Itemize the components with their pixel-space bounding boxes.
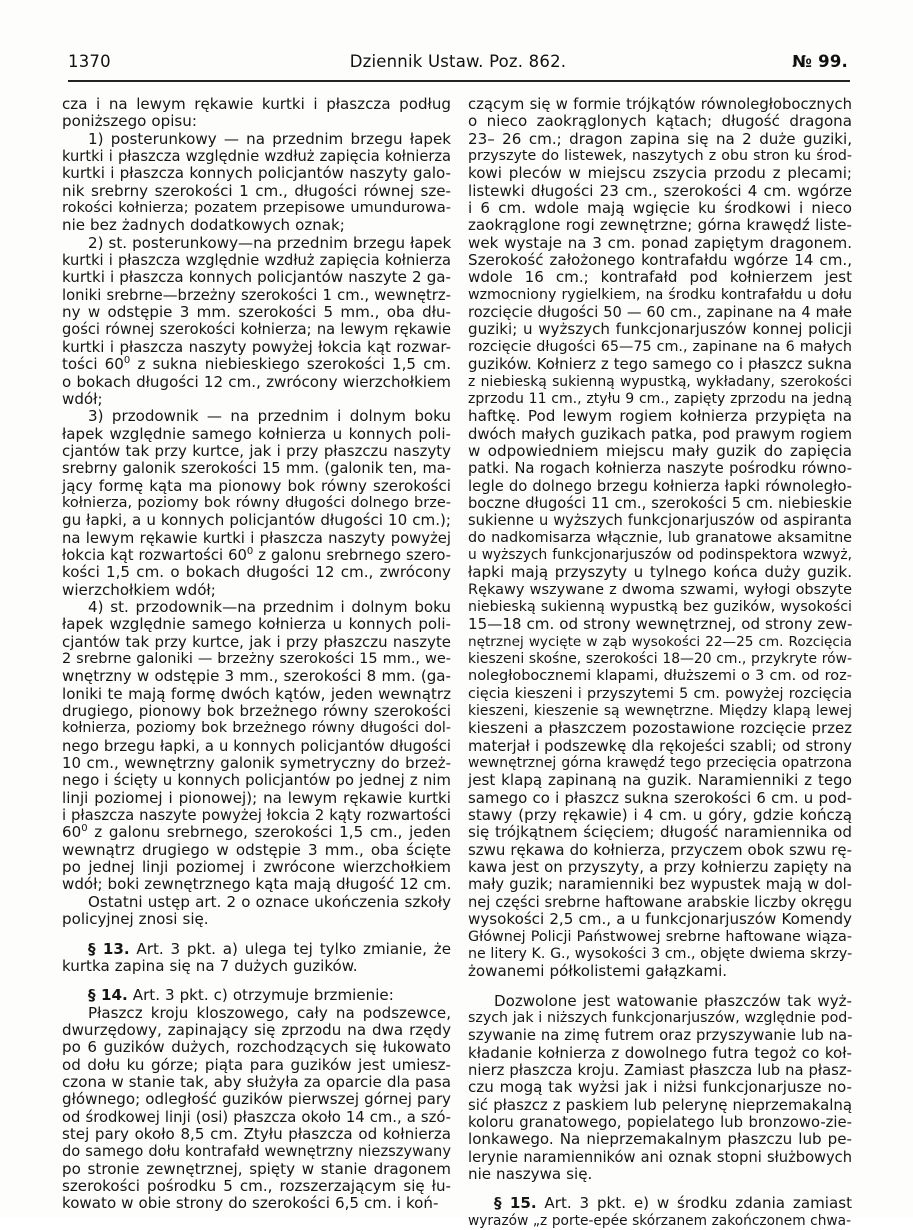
text-line: lonkawego. Na nieprzemakalnym płaszczu lub pe-	[468, 1130, 852, 1149]
text-line: 23– 26 cm.; dragon zapina się na 2 duże guziki,	[468, 129, 852, 148]
text-line: noległobocznemi klapami, dłuższemi o 3 cm. od roz-	[468, 668, 852, 685]
text-line: jący formę kąta ma pionowy bok równy szerokości	[62, 476, 451, 495]
text-line: cięcia kieszeni i przyszytemi 5 cm. powyżej rozcięcia	[468, 685, 852, 702]
text-line: przyszyte do listewek, naszytych z obu stron ku środ-	[468, 148, 852, 165]
text-line: guziki; u wyższych funkcjonarjuszów konnej policji	[468, 320, 852, 339]
text-line: kurtki i płaszcza względnie wzdłuż zapięcia kołnierza	[62, 148, 451, 166]
text-line: do nadkomisarza włącznie, lub granatowe aksamitne	[468, 529, 852, 546]
text-line: nie naszywa się.	[468, 1164, 593, 1183]
text-line: Szerokość założonego kontrafałdu wgórze 14 cm.,	[468, 251, 852, 270]
text-line: 4) st. przodownik—na przednim i dolnym boku	[88, 597, 451, 616]
text-line: 2 srebrne galoniki — brzeżny szerokości 15 mm., we-	[62, 651, 451, 667]
text-line: stawy (przy rękawie) i 4 cm. u góry, gdzie kończą	[468, 806, 852, 825]
text-line: legle do dolnego brzegu kołnierza łapki równoległo-	[468, 477, 852, 495]
text-line: wierzchołkiem wdół;	[62, 580, 216, 599]
text-line: § 14. Art. 3 pkt. c) otrzymuje brzmienie:	[88, 986, 394, 1005]
text-line: boczne długości 11 cm., szerokości 5 cm. niebieskie	[468, 494, 852, 512]
text-line: wysokości 2,5 cm., a u funkcjonarjuszów Komendy	[468, 910, 852, 929]
text-line: nej części srebrne haftowane arabskie liczby okręgu	[468, 893, 853, 911]
text-line: kawa jest on przyszyty, a przy kołnierzu zapięty na	[468, 858, 852, 877]
text-line: łapek względnie samego kołnierza u konnych poli-	[62, 424, 451, 443]
text-line: żowanemi półkolistemi gałązkami.	[468, 962, 728, 981]
text-line: 2) st. posterunkowy—na przednim brzegu łapek	[88, 233, 452, 252]
text-line: wdół; boki zewnętrznego kąta mają długość 12 cm.	[62, 875, 452, 894]
left-text-column	[62, 96, 451, 1213]
text-line: wdole 16 cm.; kontrafałd pod kołnierzem jest	[468, 268, 852, 287]
text-line: zprzodu 11 cm., ztyłu 9 cm., zapięty zprzodu na jedną	[468, 390, 852, 407]
text-line: kieszeni, kieszenie są wewnętrzne. Między klapą lewej	[468, 703, 852, 720]
text-line: łokcia kąt rozwartości $60^0$ z galonu srebrnego szero-	[62, 546, 451, 564]
text-line: łapek względnie samego kołnierza u konnych poli-	[62, 615, 451, 634]
text-line: $60^0$ z galonu srebrnego, szerokości 1,5 cm., jeden	[62, 823, 451, 842]
text-line: linji poziomej i pionowej); na lewym rękawie kurtki	[62, 788, 451, 807]
text-line: 10 cm., wewnętrzny galonik symetryczny do brzeż-	[62, 754, 451, 773]
text-line: od dołu ku górze; piąta para guzików jest umiesz-	[62, 1055, 451, 1074]
text-line: kładanie kołnierza z dowolnego futra tegoż co koł-	[468, 1043, 852, 1062]
issue-number: № 99.	[792, 52, 848, 71]
text-line: gości równej szerokości kołnierza; na lewym rękawie	[62, 321, 451, 339]
text-line: stej pary około 8,5 cm. Ztyłu płaszcza od kołnierza	[62, 1124, 451, 1143]
text-line: do samego dołu kontrafałd wewnętrzny niezszywany	[62, 1143, 451, 1161]
text-line: kurtki i płaszcza konnych policjantów naszyty galo-	[62, 164, 451, 183]
running-head	[68, 52, 848, 78]
text-line: od środkowej linji (osi) płaszcza około 14 cm., a szó-	[62, 1108, 451, 1126]
text-line: szywanie na zimę futrem oraz przyszywanie lub na-	[468, 1027, 853, 1045]
text-line: koloru granatowego, popielatego lub bronzowo-zie-	[468, 1113, 852, 1131]
text-line: mały guzik; naramienniki bez wypustek mają w dol-	[468, 876, 852, 894]
text-line: szerokości pośrodku 5 cm., rozszerzającym się łu-	[62, 1176, 451, 1195]
text-line: poniższego opisu:	[62, 112, 197, 131]
text-line: niebieską sukienną wypustką bez guzików, wysokości	[468, 598, 852, 615]
text-line: sukienne u wyższych funkcjonarjuszów od aspiranta	[468, 512, 852, 530]
text-line: po 6 guzików dużych, rozchodzących się łukowato	[62, 1038, 451, 1057]
text-line: wewnętrznej górna krawędź tego przecięcia opatrzona	[468, 755, 852, 772]
text-line: cjantów tak przy kurtce, jak i przy płaszczu naszyte	[62, 632, 451, 651]
text-line: kurtki i płaszcza względnie wzdłuż zapięcia kołnierza	[62, 252, 451, 270]
text-line: łapki mają przyszyty u tylnego końca duży guzik.	[468, 563, 852, 582]
text-line: z niebieską sukienną wypustką, wykładany, szerokości	[468, 373, 852, 390]
text-line: § 13. Art. 3 pkt. a) ulega tej tylko zmianie, że	[88, 939, 451, 958]
text-line: haftkę. Pod lewym rogiem kołnierza przypięta na	[468, 407, 852, 426]
text-line: nętrznej wycięte w ząb wysokości 22—25 cm. Rozcięcia	[468, 633, 852, 650]
text-line: wnętrzny w odstępie 3 mm., szerokości 8 mm. (ga-	[62, 667, 451, 686]
text-line: lerynie naramienników ani oznak stopni służbowych	[468, 1148, 852, 1166]
publication-title: Dziennik Ustaw. Poz. 862.	[349, 52, 567, 71]
text-line: srebrny galonik szerokości 15 mm. (galonik ten, ma-	[62, 460, 451, 478]
text-line: nierz płaszcza kroju. Zamiast płaszcza lub na płasz-	[468, 1061, 852, 1079]
text-line: szych jak i niższych funkcjonarjuszów, względnie pod-	[468, 1009, 853, 1026]
text-line: patki. Na rogach kołnierza naszyte pośrodku równo-	[468, 460, 852, 478]
text-line: sić płaszcz z paskiem lub pelerynę nieprzemakalną	[468, 1095, 852, 1114]
page-number: 1370	[68, 52, 111, 71]
text-line: o bokach długości 12 cm., zwrócony wierzchołkiem	[62, 372, 451, 391]
text-line: szwu rękawa do kołnierza, przyczem obok szwu rę-	[468, 840, 852, 859]
text-line: kości 1,5 cm. o bokach długości 12 cm., zwrócony	[62, 563, 451, 582]
text-line: kurtki i płaszcza naszyty powyżej łokcia kąt rozwar-	[62, 337, 451, 356]
right-text-column	[468, 96, 852, 1230]
text-line: drugiego, pionowy bok brzeżnego równy szerokości	[62, 702, 451, 721]
text-line: nie bez żadnych dodatkowych oznak;	[62, 216, 345, 235]
text-line: kieszeni skośne, szerokości 18—20 cm., przykryte rów-	[468, 651, 852, 667]
text-line: nego brzegu łapki, a u konnych policjantów długości	[62, 737, 451, 755]
text-line: kurtka zapina się na 7 dużych guzików.	[62, 956, 358, 975]
text-line: loniki srebrne—brzeżny szerokości 1 cm., wewnętrz-	[62, 286, 451, 304]
text-line: czu mogą tak wyżsi jak i niżsi funkcjonarjusze no-	[468, 1078, 852, 1097]
header-divider-rule	[68, 80, 850, 82]
text-line: rozcięcie długości 65—75 cm., zapinane na 6 małych	[468, 338, 852, 355]
text-line: dwurzędowy, zapinający się zprzodu na dwa rzędy	[62, 1020, 451, 1039]
text-line: w odpowiedniem miejscu mały guzik do zapięcia	[468, 441, 852, 460]
text-line: Rękawy wszywane z dwoma szwami, wyłogi obszyte	[468, 581, 852, 598]
text-line: gu łapki, a u konnych policjantów długości 10 cm.);	[62, 511, 451, 530]
text-line: dwóch małych guzikach patka, pod prawym rogiem	[468, 425, 852, 443]
text-line: kowato w obie strony do szerokości 6,5 cm. i koń-	[62, 1194, 439, 1213]
text-line: materjał i podszewkę dla rękojeści szabli; od strony	[468, 737, 852, 755]
text-line: 1) posterunkowy — na przednim brzegu łapek	[88, 129, 451, 148]
text-line: po stronie zewnętrznej, spięty w stanie dragonem	[62, 1159, 451, 1178]
text-line: listewki długości 23 cm., szerokości 4 cm. wgórze	[468, 181, 852, 200]
text-line: guzików. Kołnierz z tego samego co i płaszcz sukna	[468, 355, 852, 374]
text-line: ne litery K. G., wysokości 3 cm., objęte dwiema skrzy-	[468, 945, 853, 962]
text-line: czącym się w formie trójkątów równoległobocznych	[468, 96, 852, 113]
text-line: głównego; odległość guzików pierwszej górnej pary	[62, 1090, 451, 1109]
text-line: i płaszcza naszyte powyżej łokcia 2 kąty rozwartości	[62, 807, 451, 825]
text-line: § 15. Art. 3 pkt. e) w środku zdania zamiast	[494, 1194, 852, 1213]
text-line: wewnątrz drugiego w odstępie 3 mm., oba ścięte	[62, 840, 451, 859]
text-line: Płaszcz kroju kloszowego, cały na podszewce,	[88, 1003, 451, 1022]
text-line: po jednej linji poziomej i zwrócone wierzchołkiem	[62, 858, 451, 877]
text-line: kołnierza, poziomy bok równy długości dolnego brze-	[62, 494, 451, 511]
text-line: wyrazów „z porte-epée skórzanem zakończonem chwa-	[468, 1212, 852, 1229]
text-line: tości $60^0$ z sukna niebieskiego szerokości 1,5 cm.	[62, 355, 451, 374]
text-line: wek wystaje na 3 cm. ponad zapiętym dragonem.	[468, 233, 852, 252]
text-line: rozcięcie długości 50 — 60 cm., zapinane na 4 małe	[468, 304, 852, 322]
text-line: się trójkątnem ścięciem; długość naramiennika od	[468, 823, 852, 842]
text-line: o nieco zaokrąglonych kątach; długość dragona	[468, 112, 852, 131]
text-line: cjantów tak przy kurtce, jak i przy płaszczu naszyty	[62, 441, 451, 460]
text-line: policyjnej znosi się.	[62, 910, 209, 929]
text-line: 15—18 cm. od strony wewnętrznej, od strony zew-	[468, 615, 853, 634]
text-line: 3) przodownik — na przednim i dolnym boku	[88, 407, 451, 426]
text-line: Głównej Policji Państwowej srebrne haftowane wiąza-	[468, 928, 852, 945]
text-line: samego co i płaszcz sukna szerokości 6 cm. u pod-	[468, 788, 852, 807]
text-line: zaokrąglone rogi zewnętrzne; górna krawędź liste-	[468, 216, 852, 235]
text-line: ny w odstępie 3 mm. szerokości 5 mm., oba dłu-	[62, 303, 451, 322]
text-line: nego i ścięty u konnych policjantów po jednej z nim	[62, 771, 451, 790]
text-line: Ostatni ustęp art. 2 o oznace ukończenia szkoły	[88, 892, 451, 911]
text-line: kowi pleców w miejscu zszycia przodu z plecami;	[468, 164, 852, 183]
text-line: na lewym rękawie kurtki i płaszcza naszyty powyżej	[62, 529, 451, 547]
text-line: u wyższych funkcjonarjuszów od podinspektora wzwyż,	[468, 546, 852, 563]
text-line: kołnierza, poziomy bok brzeżnego równy długości dol-	[62, 720, 451, 737]
paragraph-gap	[468, 981, 852, 993]
text-line: Dozwolone jest watowanie płaszczów tak wyż-	[494, 991, 852, 1010]
text-line: wzmocniony rygielkiem, na środku kontrafałdu u dołu	[468, 286, 852, 303]
text-line: nik srebrny szerokości 1 cm., długości równej sze-	[62, 181, 451, 200]
text-line: kurtki i płaszcza konnych policjantów naszyte 2 ga-	[62, 268, 451, 287]
text-line: rokości kołnierza; pozatem przepisowe umundurowa-	[62, 200, 451, 217]
text-line: i 6 cm. wdole mają wgięcie ku środkowi i nieco	[468, 199, 852, 218]
text-line: wdół;	[62, 389, 103, 408]
text-line: loniki te mają formę dwóch kątów, jeden wewnątrz	[62, 684, 451, 703]
text-line: czona w stanie tak, aby służyła za oparcie dla pasa	[62, 1072, 451, 1091]
text-line: jest klapą zapinaną na guzik. Naramienniki z tego	[468, 771, 852, 790]
text-line: kieszeni a płaszczem pozostawione rozcięcie przez	[468, 719, 852, 738]
text-line: cza i na lewym rękawie kurtki i płaszcza podług	[62, 95, 451, 113]
